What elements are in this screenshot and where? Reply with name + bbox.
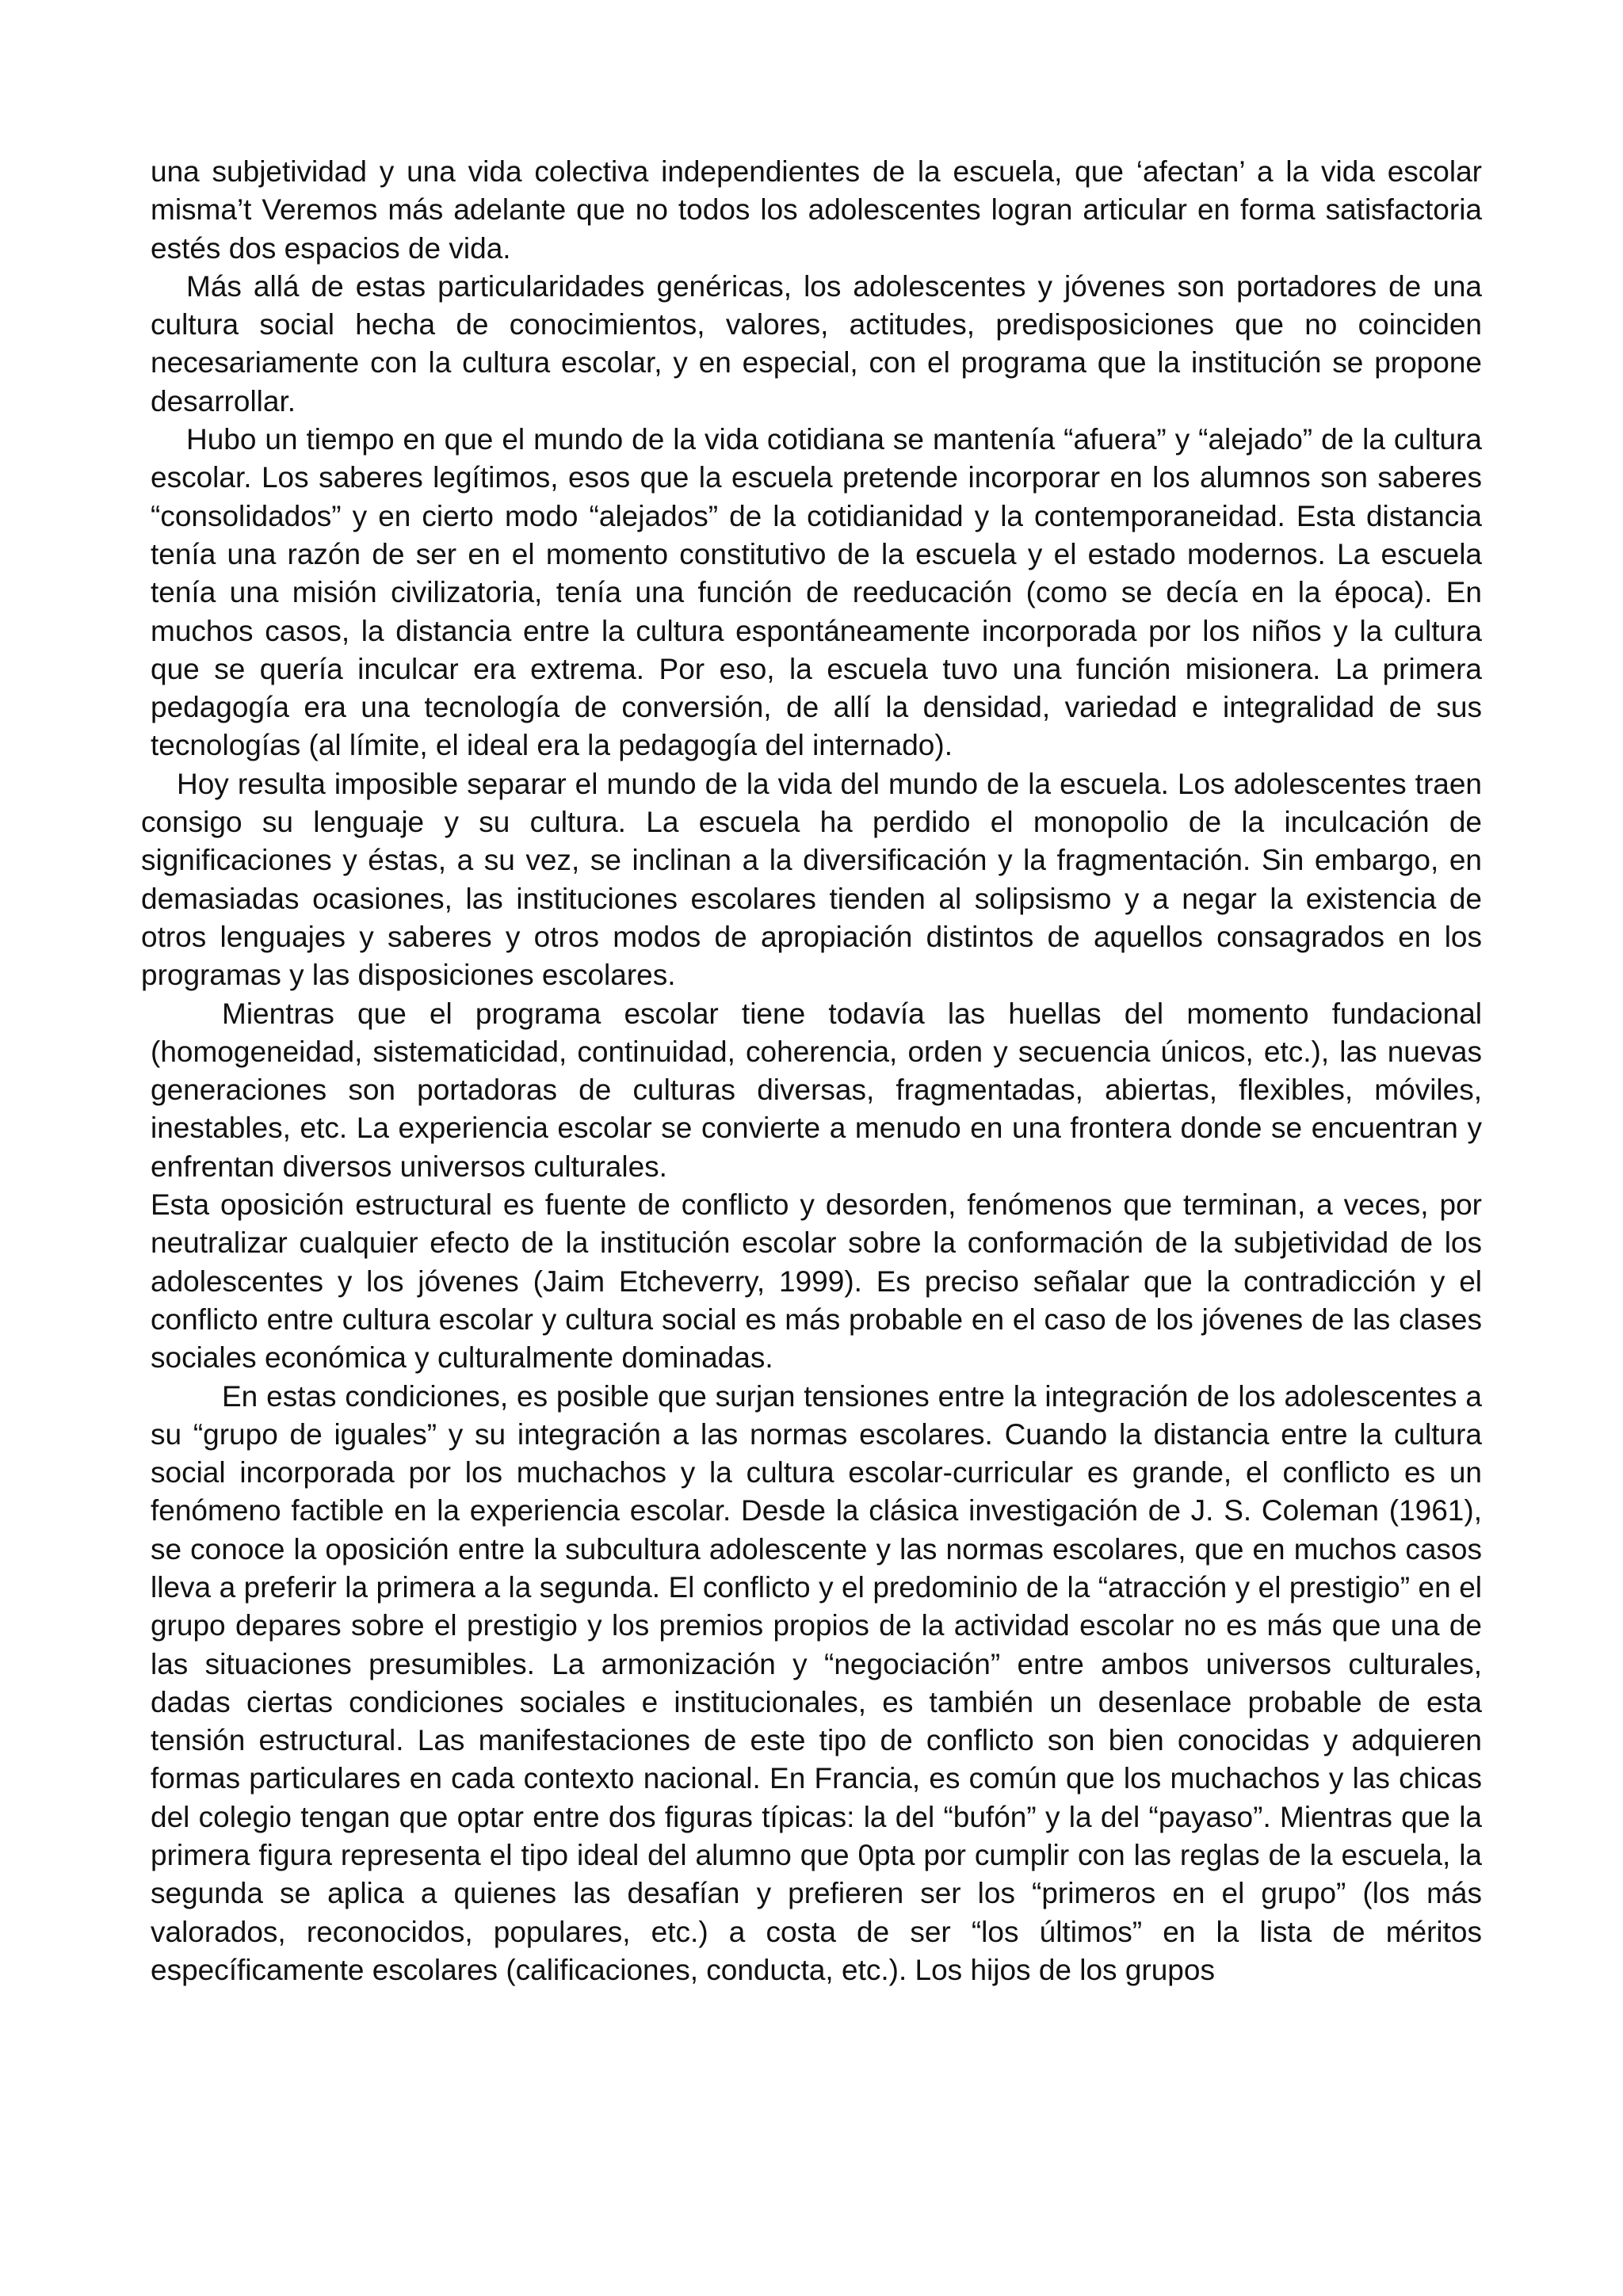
paragraph-7: En estas condiciones, es posible que surjan tensiones entre la integración de los adolescentes a su “grupo de iguales” y su integración a las normas escolares. Cuando la distancia entre la cultura social incorporada por los muchachos y la cultura escolar-curricular es grande, el conflicto es un fenómeno factible en la experiencia escolar. Desde la clásica investigación de J. S. Coleman (1961), se conoce la oposición entre la subcultura adolescente y las normas escolares, que en muchos casos lleva a preferir la primera a la segunda. El conflicto y el predominio de la “atracción y el prestigio” en el grupo depares sobre el prestigio y los premios propios de la actividad escolar no es más que una de las situaciones presumibles. La armonización y “negociación” entre ambos universos culturales, dadas ciertas condiciones sociales e institucionales, es también un desenlace probable de esta tensión estructural. Las manifestaciones de este tipo de conflicto son bien conocidas y adquieren formas particulares en cada contexto nacional. En Francia, es común que los muchachos y las chicas del colegio tengan que optar entre dos figuras típicas: la del “bufón” y la del “payaso”. Mientras que la primera figura representa el tipo ideal del alumno que 0pta por cumplir con las reglas de la escuela, la segunda se aplica a quienes las desafían y prefieren ser los “primeros en el grupo” (los más valorados, reconocidos, populares, etc.) a costa de ser “los últimos” en la lista de méritos específicamente escolares (calificaciones, conducta, etc.). Los hijos de los grupos	[151, 1379, 1482, 1986]
paragraph-1: una subjetividad y una vida colectiva independientes de la escuela, que ‘afectan’ a la vida escolar misma’t Veremos más adelante que no todos los adolescentes logran articular en forma satisfactoria estés dos espacios de vida.	[151, 155, 1482, 265]
paragraph-2: Más allá de estas particularidades genéricas, los adolescentes y jóvenes son portadores de una cultura social hecha de conocimientos, valores, actitudes, predisposiciones que no coinciden necesariamente con la cultura escolar, y en especial, con el programa que la institución se propone desarrollar.	[151, 269, 1482, 418]
paragraph-4: Hoy resulta imposible separar el mundo de la vida del mundo de la escuela. Los adolescentes traen consigo su lenguaje y su cultura. La escuela ha perdido el monopolio de la inculcación de significaciones y éstas, a su vez, se inclinan a la diversificación y la fragmentación. Sin embargo, en demasiadas ocasiones, las instituciones escolares tienden al solipsismo y a negar la existencia de otros lenguajes y saberes y otros modos de apropiación distintos de aquellos consagrados en los programas y las disposiciones escolares.	[141, 767, 1482, 992]
document-body	[141, 153, 1482, 1989]
paragraph-6: Esta oposición estructural es fuente de conflicto y desorden, fenómenos que terminan, a veces, por neutralizar cualquier efecto de la institución escolar sobre la conformación de la subjetividad de los adolescentes y los jóvenes (Jaim Etcheverry, 1999). Es preciso señalar que la contradicción y el conflicto entre cultura escolar y cultura social es más probable en el caso de los jóvenes de las clases sociales económica y culturalmente dominadas.	[151, 1188, 1482, 1375]
paragraph-3: Hubo un tiempo en que el mundo de la vida cotidiana se mantenía “afuera” y “alejado” de la cultura escolar. Los saberes legítimos, esos que la escuela pretende incorporar en los alumnos son saberes “consolidados” y en cierto modo “alejados” de la cotidianidad y la contemporaneidad. Esta distancia tenía una razón de ser en el momento constitutivo de la escuela y el estado modernos. La escuela tenía una misión civilizatoria, tenía una función de reeducación (como se decía en la época). En muchos casos, la distancia entre la cultura espontáneamente incorporada por los niños y la cultura que se quería inculcar era extrema. Por eso, la escuela tuvo una función misionera. La primera pedagogía era una tecnología de conversión, de allí la densidad, variedad e integralidad de sus tecnologías (al límite, el ideal era la pedagogía del internado).	[151, 423, 1482, 762]
paragraph-5: Mientras que el programa escolar tiene todavía las huellas del momento fundacional (homogeneidad, sistematicidad, continuidad, coherencia, orden y secuencia únicos, etc.), las nuevas generaciones son portadoras de culturas diversas, fragmentadas, abiertas, flexibles, móviles, inestables, etc. La experiencia escolar se convierte a menudo en una frontera donde se encuentran y enfrentan diversos universos culturales.	[151, 997, 1482, 1183]
